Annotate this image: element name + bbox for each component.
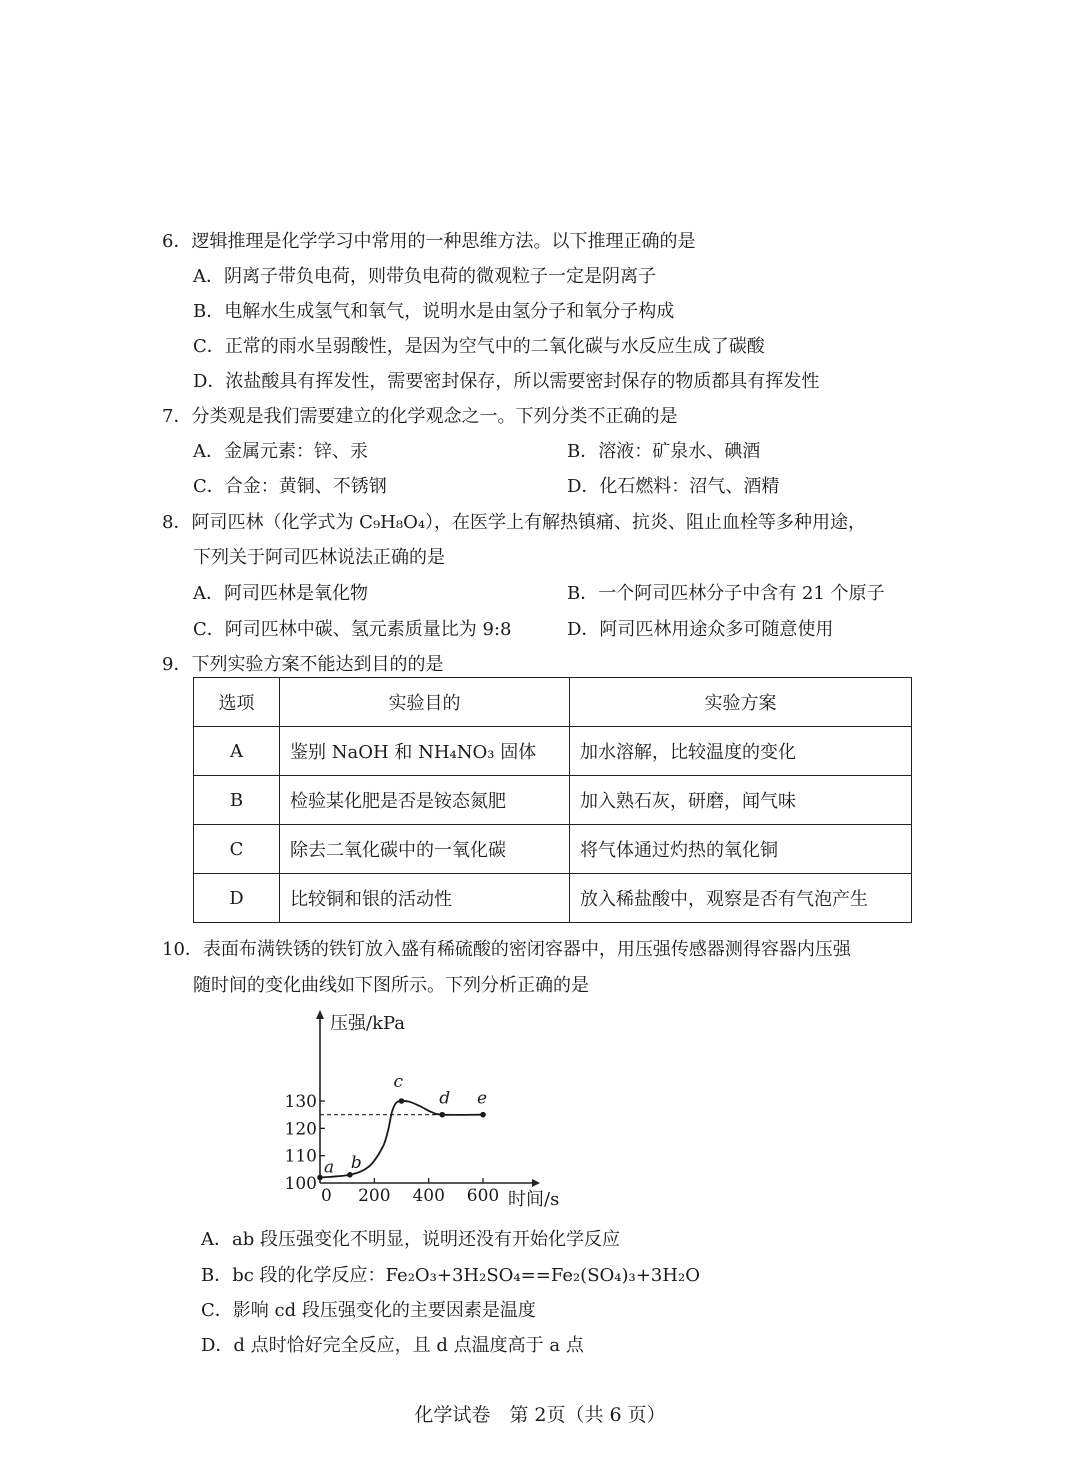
header-option: 选项 (194, 678, 280, 727)
point-label-d: d (439, 1088, 451, 1109)
y-axis-arrow (316, 1010, 324, 1019)
q10-option-a: A．ab 段压强变化不明显，说明还没有开始化学反应 (201, 1229, 620, 1250)
point-label-a: a (324, 1157, 335, 1178)
table-row (194, 825, 912, 874)
row-plan: 将气体通过灼热的氧化铜 (570, 825, 912, 874)
q10-stem-line1: 10．表面布满铁锈的铁钉放入盛有稀硫酸的密闭容器中，用压强传感器测得容器内压强 (162, 939, 851, 960)
table-row (194, 727, 912, 776)
experiment-table (193, 677, 912, 923)
row-purpose: 鉴别 NaOH 和 NH₄NO₃ 固体 (280, 727, 570, 776)
q8-stem-line2: 下列关于阿司匹林说法正确的是 (193, 547, 445, 568)
point-label-c: c (393, 1072, 404, 1092)
q8-stem-line1: 8．阿司匹林（化学式为 C₉H₈O₄），在医学上有解热镇痛、抗炎、阻止血栓等多种用途， (162, 512, 867, 533)
q8-option-b: B．一个阿司匹林分子中含有 21 个原子 (567, 583, 885, 604)
point-d (439, 1112, 445, 1118)
point-e (480, 1112, 486, 1118)
row-option: A (194, 727, 280, 776)
q8-option-d: D．阿司匹林用途众多可随意使用 (567, 619, 834, 640)
row-plan: 加水溶解，比较温度的变化 (570, 727, 912, 776)
row-option: B (194, 776, 280, 825)
row-plan: 放入稀盐酸中，观察是否有气泡产生 (570, 874, 912, 923)
row-plan: 加入熟石灰，研磨，闻气味 (570, 776, 912, 825)
row-purpose: 比较铜和银的活动性 (280, 874, 570, 923)
x-tick-label: 600 (466, 1186, 500, 1206)
x-tick-label: 400 (412, 1186, 445, 1206)
q6-option-a: A．阴离子带负电荷，则带负电荷的微观粒子一定是阴离子 (193, 266, 656, 287)
chart-marks (317, 1072, 487, 1180)
table-row (194, 874, 912, 923)
point-b (347, 1172, 353, 1178)
q7-stem: 7．分类观是我们需要建立的化学观念之一。下列分类不正确的是 (162, 406, 678, 427)
q7-option-a: A．金属元素：锌、汞 (193, 441, 368, 462)
table-row (194, 776, 912, 825)
q6-option-d: D．浓盐酸具有挥发性，需要密封保存，所以需要密封保存的物质都具有挥发性 (193, 371, 820, 392)
x-tick-label: 0 (321, 1186, 332, 1206)
q10-option-b: B．bc 段的化学反应：Fe₂O₃+3H₂SO₄==Fe₂(SO₄)₃+3H₂O (201, 1265, 700, 1286)
page-footer: 化学试卷 第 2页（共 6 页） (414, 1404, 666, 1426)
y-tick-label: 130 (284, 1092, 317, 1112)
q7-option-b: B．溶液：矿泉水、碘酒 (567, 441, 761, 462)
q10-stem-line2: 随时间的变化曲线如下图所示。下列分析正确的是 (193, 975, 589, 996)
row-purpose: 除去二氧化碳中的一氧化碳 (280, 825, 570, 874)
q7-option-d: D．化石燃料：沼气、酒精 (567, 476, 780, 497)
q8-option-a: A．阿司匹林是氧化物 (193, 583, 368, 604)
table-header-row (194, 678, 912, 727)
pressure-curve (320, 1101, 483, 1178)
q7-option-c: C．合金：黄铜、不锈钢 (193, 476, 387, 497)
x-axis-label: 时间/s (508, 1189, 560, 1210)
point-a (317, 1175, 323, 1181)
chart-ticks (285, 1092, 500, 1206)
q6-option-c: C．正常的雨水呈弱酸性，是因为空气中的二氧化碳与水反应生成了碳酸 (193, 336, 765, 357)
y-axis-label: 压强/kPa (330, 1013, 406, 1034)
chart-axes (316, 1010, 540, 1187)
y-tick-label: 110 (284, 1146, 317, 1167)
row-option: C (194, 825, 280, 874)
point-c (399, 1098, 405, 1104)
q9-stem: 9．下列实验方案不能达到目的的是 (162, 654, 444, 675)
y-tick-label: 100 (284, 1174, 317, 1194)
q8-option-c: C．阿司匹林中碳、氢元素质量比为 9:8 (193, 619, 512, 640)
q6-option-b: B．电解水生成氢气和氧气，说明水是由氢分子和氧分子构成 (193, 301, 675, 322)
y-tick-label: 120 (284, 1119, 317, 1140)
row-purpose: 检验某化肥是否是铵态氮肥 (280, 776, 570, 825)
header-plan: 实验方案 (570, 678, 912, 727)
point-label-b: b (350, 1152, 362, 1173)
pressure-time-chart (270, 1005, 570, 1210)
q10-option-c: C．影响 cd 段压强变化的主要因素是温度 (201, 1300, 536, 1321)
q10-option-d: D．d 点时恰好完全反应，且 d 点温度高于 a 点 (201, 1335, 584, 1356)
x-tick-label: 200 (358, 1186, 391, 1206)
x-axis-arrow (532, 1179, 540, 1187)
header-purpose: 实验目的 (280, 678, 570, 727)
q6-stem: 6．逻辑推理是化学学习中常用的一种思维方法。以下推理正确的是 (162, 231, 696, 252)
point-label-e: e (477, 1088, 488, 1109)
row-option: D (194, 874, 280, 923)
